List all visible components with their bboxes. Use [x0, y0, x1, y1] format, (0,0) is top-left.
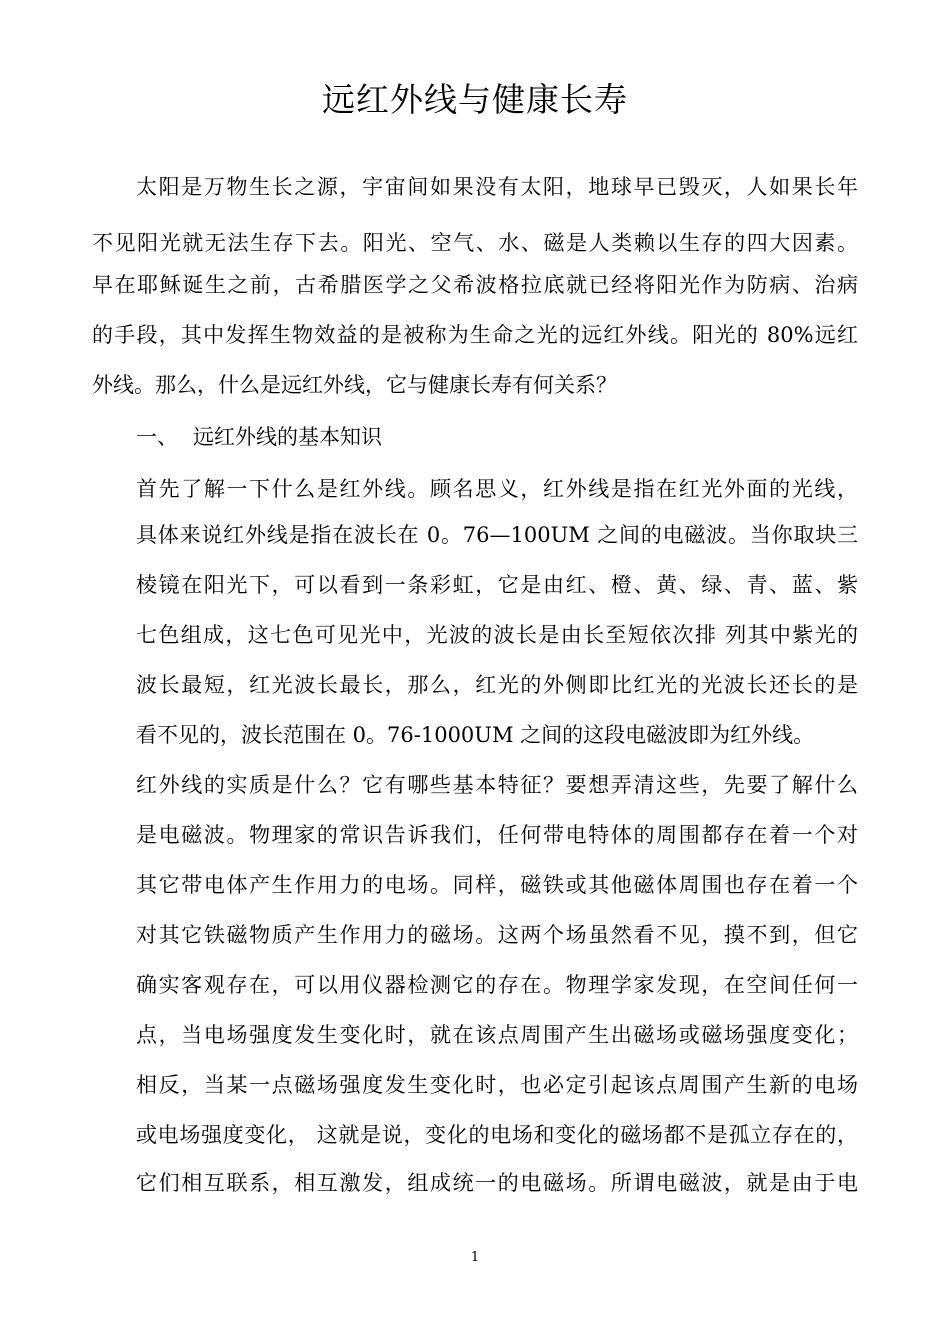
para2-line-3: 棱镜在阳光下，可以看到一条彩虹，它是由红、橙、黄、绿、青、蓝、紫: [136, 573, 858, 597]
para2-line-4: 七色组成，这七色可见光中，光波的波长是由长至短依次排 列其中紫光的: [136, 623, 858, 647]
section-heading-number: 一、: [136, 425, 178, 449]
para3-line-3: 其它带电体产生作用力的电场。同样，磁铁或其他磁体周围也存在着一个: [136, 873, 858, 897]
para3-line-4: 对其它铁磁物质产生作用力的磁场。这两个场虽然看不见，摸不到，但它: [136, 923, 858, 947]
para2-line-5: 波长最短，红光波长最长，那么，红光的外侧即比红光的光波长还长的是: [136, 673, 858, 697]
para3-line-6: 点，当电场强度发生变化时，就在该点周围产生出磁场或磁场强度变化；: [136, 1023, 858, 1047]
para3-line-7: 相反，当某一点磁场强度发生变化时，也必定引起该点周围产生新的电场: [136, 1073, 858, 1097]
page-number: 1: [470, 1250, 480, 1265]
para3-line-1: 红外线的实质是什么？它有哪些基本特征？要想弄清这些，先要了解什么: [136, 773, 858, 797]
para2-line-2: 具体来说红外线是指在波长在 0。76—100UM 之间的电磁波。当你取块三: [136, 523, 858, 547]
section-heading-text: 远红外线的基本知识: [193, 425, 382, 449]
para3-line-8: 或电场强度变化， 这就是说，变化的电场和变化的磁场都不是孤立存在的，: [136, 1123, 858, 1147]
intro-line-3: 早在耶稣诞生之前，古希腊医学之父希波格拉底就已经将阳光作为防病、治病: [92, 273, 858, 297]
intro-line-5: 外线。那么，什么是远红外线，它与健康长寿有何关系？: [92, 373, 617, 397]
page-title: 远红外线与健康长寿: [322, 80, 628, 119]
intro-line-1: 太阳是万物生长之源，宇宙间如果没有太阳，地球早已毁灭，人如果长年: [136, 175, 858, 199]
intro-line-2: 不见阳光就无法生存下去。阳光、空气、水、磁是人类赖以生存的四大因素。: [92, 231, 858, 255]
para2-line-1: 首先了解一下什么是红外线。顾名思义，红外线是指在红光外面的光线，: [136, 477, 858, 501]
para2-line-6: 看不见的，波长范围在 0。76-1000UM 之间的这段电磁波即为红外线。: [136, 723, 815, 747]
para3-line-2: 是电磁波。物理家的常识告诉我们，任何带电特体的周围都存在着一个对: [136, 823, 858, 847]
para3-line-9: 它们相互联系，相互激发，组成统一的电磁场。所谓电磁波，就是由于电: [136, 1171, 858, 1195]
intro-line-4: 的手段，其中发挥生物效益的是被称为生命之光的远红外线。阳光的 80%远红: [92, 323, 858, 347]
para3-line-5: 确实客观存在，可以用仪器检测它的存在。物理学家发现，在空间任何一: [136, 973, 858, 997]
